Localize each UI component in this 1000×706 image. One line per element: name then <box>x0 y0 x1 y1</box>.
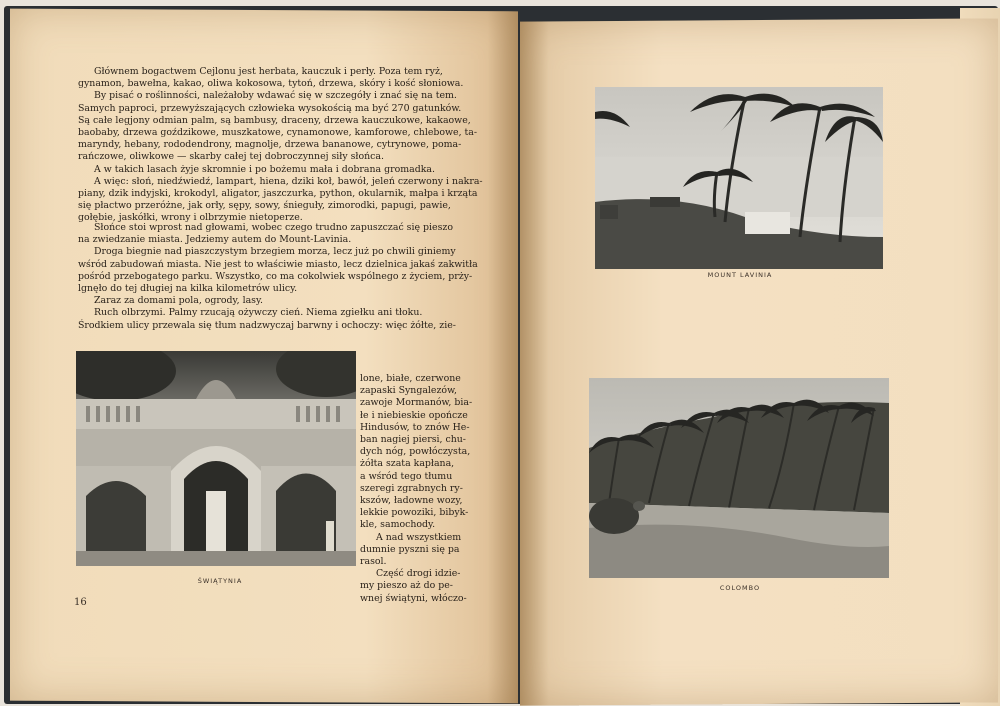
text-line: Słońce stoi wprost nad głowami, wobec czego trudno zapuszczać się pieszo <box>94 222 453 233</box>
text-line: Część drogi idzie- <box>376 568 461 580</box>
text-line: ban nagiej piersi, chu- <box>360 434 466 446</box>
text-block-middle <box>78 222 482 332</box>
text-line: Są całe legjony odmian palm, są bambusy, draceny, drzewa kauczukowe, kakaowe, <box>78 114 471 126</box>
text-line: na zwiedzanie miasta. Jedziemy autem do Mount-Lavinia. <box>78 234 352 246</box>
text-line: łe i niebieskie opończe <box>360 409 468 421</box>
text-line: baobaby, drzewa goździkowe, muszkatowe, cynamonowe, kamforowe, chlebowe, ta- <box>78 127 478 139</box>
temple-photo-caption: ŚWIĄTYNIA <box>197 577 243 585</box>
text-line: Zaraz za domami pola, ogrody, lasy. <box>94 295 263 307</box>
text-line: A w takich lasach żyje skromnie i po bożemu mała i dobrana gromadka. <box>94 163 435 175</box>
text-line: Droga biegnie nad piaszczystym brzegiem morza, lecz już po chwili giniemy <box>94 246 456 258</box>
text-line: Samych paproci, przewyższających człowieka wysokością ma być 270 gatunków. <box>78 102 462 114</box>
text-line: Hindusów, to znów He- <box>360 421 470 433</box>
text-line: szeregi zgrabnych ry- <box>360 482 463 494</box>
colombo-photo <box>589 378 889 578</box>
text-line: Ruch olbrzymi. Palmy rzucają ożywczy cień. Niema zgiełku ani tłoku. <box>94 307 423 319</box>
temple-illustration <box>76 351 356 566</box>
mount-lavinia-photo <box>595 87 883 269</box>
text-line: Głównem bogactwem Cejlonu jest herbata, kauczuk i perły. Poza tem ryż, <box>94 66 443 77</box>
text-line: dumnie pyszni się pa <box>360 543 460 555</box>
text-line: lekkie powoziki, bibyk- <box>360 507 469 519</box>
text-line: kle, samochody. <box>360 519 436 531</box>
text-line: rańczowe, oliwkowe — skarby całej tej dobroczynnej siły słońca. <box>78 151 384 163</box>
text-line: dych nóg, powłóczysta, <box>360 446 471 458</box>
text-line: kszów, ładowne wozy, <box>360 495 463 507</box>
text-line: Środkiem ulicy przewala się tłum nadzwyczaj barwny i ochoczy: więc żółte, zie- <box>78 319 456 331</box>
text-line: lgnęło do tej długiej na kilka kilometrów ulicy. <box>78 283 298 295</box>
text-line: pośród przebogatego parku. Wszystko, co ma cokolwiek wspólnego z życiem, prży- <box>78 270 473 282</box>
text-line: A nad wszystkiem <box>376 531 462 543</box>
text-line: zapaski Syngalezów, <box>360 385 457 397</box>
text-line: wśród zabudowań miasta. Nie jest to właściwie miasto, lecz dzielnica jakaś zakwitła <box>78 258 478 270</box>
text-line: żółta szata kapłana, <box>360 458 455 470</box>
text-line: gynamon, bawełna, kakao, oliwa kokosowa, tytoń, drzewa, skóry i kość słoniowa. <box>78 78 464 90</box>
text-line: piany, dzik indyjski, krokodyl, aligator, jaszczurka, python, okularnik, małpa i krząta <box>78 188 478 200</box>
text-line: my pieszo aż do pe- <box>360 580 453 592</box>
temple-photo <box>76 351 356 566</box>
text-line: By pisać o roślinności, należałoby wdawać się w szczegóły i znać się na tem. <box>94 90 457 102</box>
text-line: rasol. <box>360 556 387 568</box>
colombo-illustration <box>589 378 889 578</box>
text-line: wnej świątyni, włóczo- <box>360 592 467 604</box>
text-block-top <box>78 66 482 225</box>
text-line: zawoje Mormanów, bia- <box>360 397 473 409</box>
text-line: lone, białe, czerwone <box>360 373 461 384</box>
text-line: a wśród tego tłumu <box>360 470 453 482</box>
text-line: się płactwo przeróżne, jak orły, sępy, sowy, śnieguły, zimorodki, papugi, pawie, <box>78 200 451 212</box>
mount-lavinia-caption: MOUNT LAVINIA <box>707 271 773 279</box>
text-line: A więc: słoń, niedźwiedź, lampart, hiena, dziki koł, bawół, jeleń czerwony i nakra- <box>94 175 483 187</box>
text-line: maryndy, hebany, rododendrony, magnolje, drzewa bananowe, cytrynowe, poma- <box>78 139 462 151</box>
side-text-column <box>360 373 482 605</box>
colombo-caption: COLOMBO <box>719 584 761 592</box>
mount-lavinia-illustration <box>595 87 883 269</box>
text-line: gołębie, jaskółki, wrony i olbrzymie nietoperze. <box>78 212 303 224</box>
page-number: 16 <box>74 597 87 608</box>
